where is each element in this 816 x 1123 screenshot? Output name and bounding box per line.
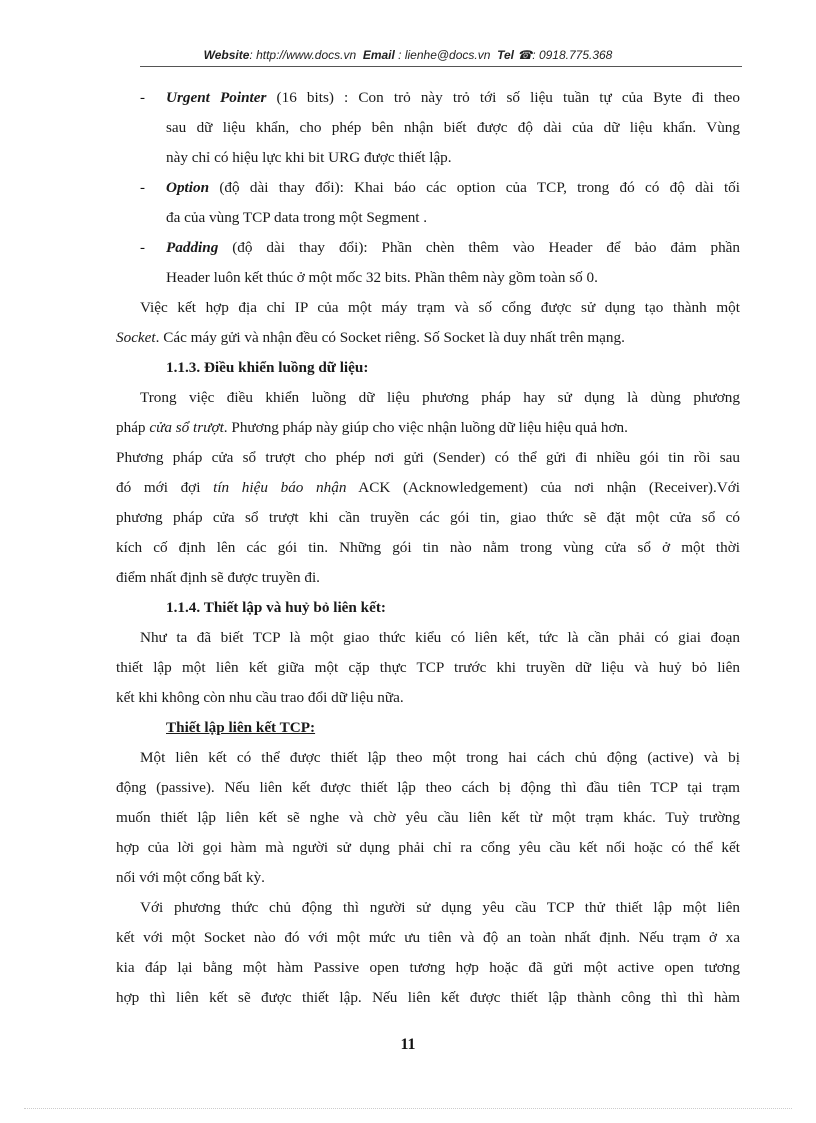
bullet-line <box>166 88 740 108</box>
email-label: Email <box>362 48 395 62</box>
bullet-term: Option <box>166 179 210 196</box>
website-value: : http://www.docs.vn <box>249 48 357 62</box>
paragraph-line: Việc kết hợp địa chỉ IP của một máy trạm và số cổng được sử dụng tạo thành một <box>140 299 740 316</box>
tel-label: Tel <box>497 48 514 62</box>
paragraph-line: Một liên kết có thể được thiết lập theo một trong hai cách chủ động (active) và bị <box>140 749 740 766</box>
bullet-term: Urgent Pointer <box>166 89 267 106</box>
paragraph-line: muốn thiết lập liên kết sẽ nghe và chờ yêu cầu liên kết từ một trạm khác. Tuỳ trường <box>116 809 740 826</box>
bullet-line: này chỉ có hiệu lực khi bit URG được thiết lập. <box>166 149 452 166</box>
bullet-text: (độ dài thay đổi): Phần chèn thêm vào Header để bảo đảm phần <box>218 239 740 256</box>
paragraph-line <box>116 418 628 438</box>
paragraph-line <box>116 478 740 498</box>
paragraph-line: phương pháp cửa sổ trượt khi cần truyền các gói tin, giao thức sẽ đặt một cửa sổ có <box>116 509 740 526</box>
paragraph-line: Phương pháp cửa sổ trượt cho phép nơi gửi (Sender) có thể gửi đi nhiều gói tin rồi sau <box>116 449 740 466</box>
paragraph-line: nối với một cổng bất kỳ. <box>116 869 265 886</box>
bullet-line <box>166 178 740 198</box>
header-rule <box>140 66 742 67</box>
tel-value: : 0918.775.368 <box>532 48 613 62</box>
italic-term: Socket <box>116 329 156 346</box>
page-bottom-divider <box>24 1108 792 1109</box>
page-number: 11 <box>400 1036 416 1053</box>
paragraph-text: đó mới đợi <box>116 479 214 496</box>
paragraph-line: kết với một Socket nào đó với một mức ưu tiên và độ an toàn nhất định. Nếu trạm ở xa <box>116 929 740 946</box>
bullet-line: sau dữ liệu khẩn, cho phép bên nhận biết được độ dài của dữ liệu khẩn. Vùng <box>166 119 740 136</box>
italic-term: tín hiệu báo nhận <box>213 479 347 496</box>
bullet-dash: - <box>140 90 145 106</box>
email-value: : lienhe@docs.vn <box>398 48 491 62</box>
bullet-text: (độ dài thay đổi): Khai báo các option của TCP, trong đó có độ dài tối <box>209 179 740 196</box>
page-header <box>0 48 816 62</box>
italic-term: cửa sổ trượt <box>149 419 224 436</box>
paragraph-line: kia đáp lại bằng một hàm Passive open tương hợp hoặc đã gửi một active open tương <box>116 959 740 976</box>
bullet-dash: - <box>140 180 145 196</box>
bullet-text: (16 bits) : Con trỏ này trỏ tới số liệu tuần tự của Byte đi theo <box>266 89 740 106</box>
paragraph-text: ACK (Acknowledgement) của nơi nhận (Receiver).Với <box>346 479 740 496</box>
bullet-line: Header luôn kết thúc ở một mốc 32 bits. Phần thêm này gồm toàn số 0. <box>166 269 598 286</box>
paragraph-text: . Phương pháp này giúp cho việc nhận luồng dữ liệu hiệu quả hơn. <box>223 419 628 436</box>
bullet-line <box>166 238 740 258</box>
paragraph-line: điểm nhất định sẽ được truyền đi. <box>116 569 320 586</box>
subheading: Thiết lập liên kết TCP: <box>166 719 316 736</box>
bullet-line: đa của vùng TCP data trong một Segment . <box>166 209 428 226</box>
paragraph-line: động (passive). Nếu liên kết được thiết lập theo cách bị động thì đầu tiên TCP tại trạm <box>116 779 740 796</box>
bullet-term: Padding <box>166 239 219 256</box>
bullet-dash: - <box>140 240 145 256</box>
paragraph-line <box>116 328 625 348</box>
paragraph-line: hợp của lời gọi hàm mà người sử dụng phải chỉ ra cổng yêu cầu kết nối hoặc có thể kết <box>116 839 740 856</box>
paragraph-line: hợp thì liên kết sẽ được thiết lập. Nếu liên kết được thiết lập thành công thì thì hàm <box>116 989 740 1006</box>
section-heading: 1.1.4. Thiết lập và huỷ bỏ liên kết: <box>166 599 386 616</box>
phone-icon: ☎ <box>517 48 533 62</box>
paragraph-line: thiết lập một liên kết giữa một cặp thực TCP trước khi truyền dữ liệu và huỷ bỏ liên <box>116 659 740 676</box>
paragraph-text: . Các máy gửi và nhận đều có Socket riêng. Số Socket là duy nhất trên mạng. <box>155 329 625 346</box>
paragraph-line: kích cố định lên các gói tin. Những gói tin nào nằm trong vùng cửa sổ ở một thời <box>116 539 740 556</box>
paragraph-line: kết khi không còn nhu cầu trao đổi dữ liệu nữa. <box>116 689 404 706</box>
paragraph-line: Với phương thức chủ động thì người sử dụng yêu cầu TCP thử thiết lập một liên <box>140 899 740 916</box>
paragraph-line: Như ta đã biết TCP là một giao thức kiểu có liên kết, tức là cần phải có giai đoạn <box>140 629 740 646</box>
section-heading: 1.1.3. Điều khiển luồng dữ liệu: <box>166 359 369 376</box>
website-label: Website <box>203 48 250 62</box>
paragraph-line: Trong việc điều khiển luồng dữ liệu phương pháp hay sử dụng là dùng phương <box>140 389 740 406</box>
paragraph-text: pháp <box>116 419 150 436</box>
